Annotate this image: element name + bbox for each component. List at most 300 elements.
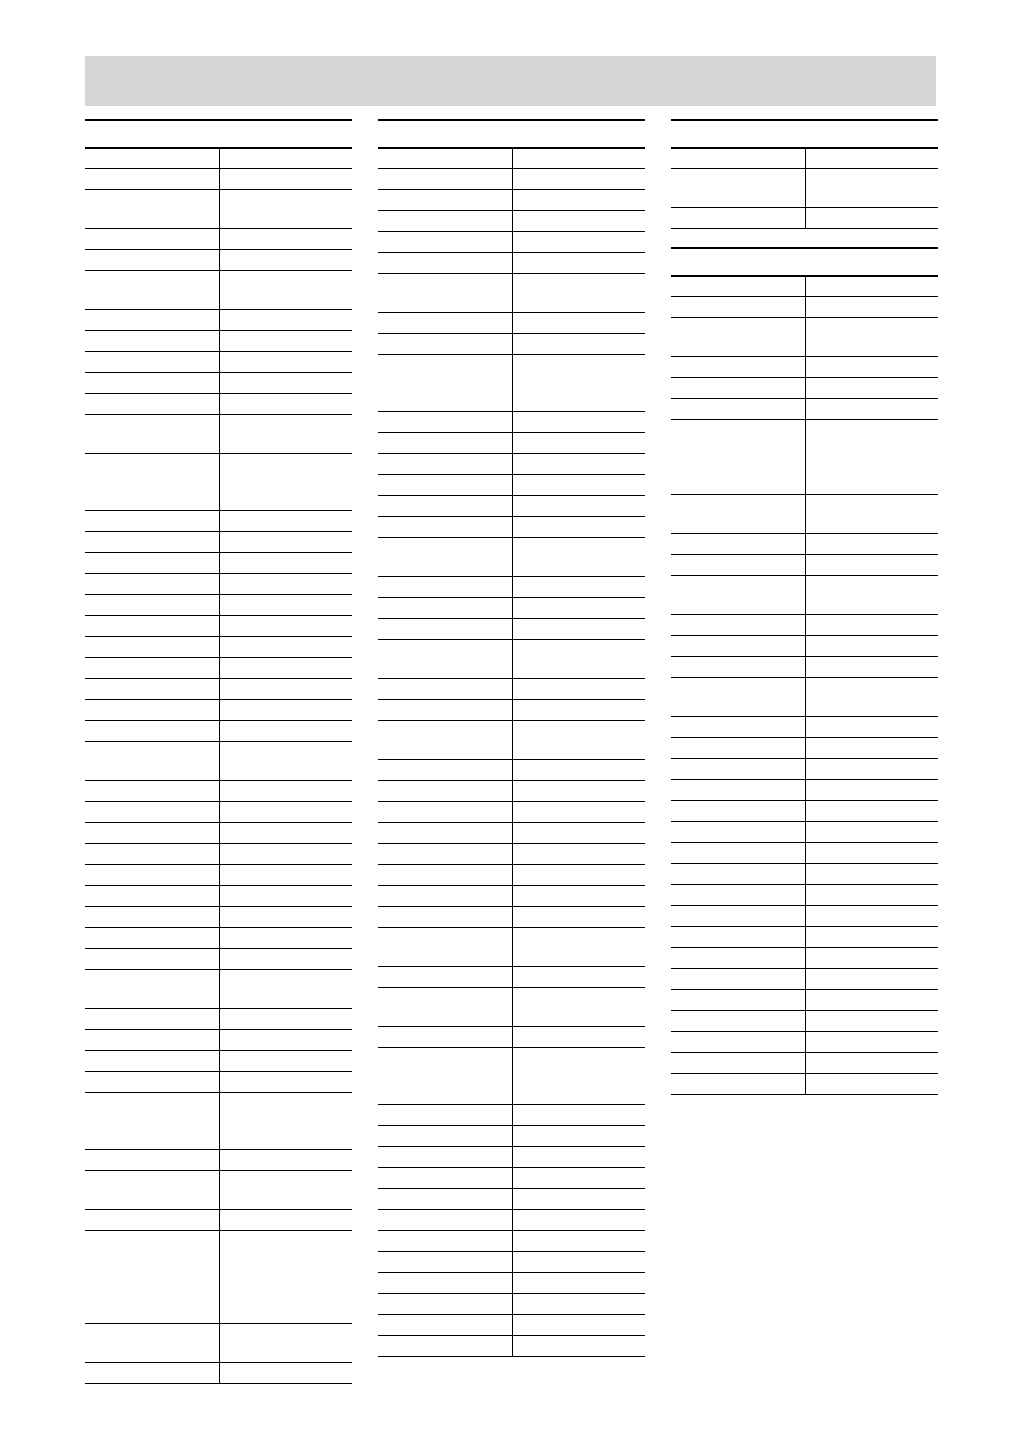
row-label-cell [378, 433, 513, 453]
row-value-cell [220, 1051, 352, 1071]
row-label-cell [671, 738, 806, 758]
row-value-cell [806, 495, 938, 533]
row-label-cell [671, 1074, 806, 1094]
row-value-cell [806, 318, 938, 356]
row-value-cell [806, 843, 938, 863]
row-value-cell [806, 149, 938, 168]
row-value-cell [220, 802, 352, 822]
row-label-cell [671, 495, 806, 533]
row-value-cell [806, 759, 938, 779]
row-value-cell [513, 619, 645, 639]
row-value-cell [220, 149, 352, 168]
table-row [671, 822, 938, 843]
table-row [85, 352, 352, 373]
table-row [378, 1231, 645, 1252]
row-value-cell [513, 1126, 645, 1146]
row-label-cell [671, 1053, 806, 1073]
row-label-cell [85, 1150, 220, 1170]
row-value-cell [806, 738, 938, 758]
row-label-cell [378, 928, 513, 966]
table-row [671, 885, 938, 906]
table-row [85, 250, 352, 271]
table-row [671, 318, 938, 357]
table-row [85, 511, 352, 532]
row-label-cell [671, 277, 806, 296]
row-label-cell [671, 169, 806, 207]
row-value-cell [220, 1150, 352, 1170]
row-value-cell [513, 907, 645, 927]
row-value-cell [513, 1273, 645, 1293]
row-label-cell [378, 454, 513, 474]
table-row [378, 454, 645, 475]
table-row [378, 1273, 645, 1294]
table-row [85, 229, 352, 250]
table-row [671, 969, 938, 990]
spec-table [671, 275, 938, 1095]
table-row [85, 1009, 352, 1030]
table-row [85, 970, 352, 1009]
table-row [85, 658, 352, 679]
table-row [85, 310, 352, 331]
table-row [671, 555, 938, 576]
row-value-cell [806, 822, 938, 842]
row-value-cell [220, 1231, 352, 1323]
table-row [85, 1231, 352, 1324]
row-label-cell [378, 313, 513, 333]
row-value-cell [806, 399, 938, 419]
row-label-cell [85, 1072, 220, 1092]
row-value-cell [513, 496, 645, 516]
table-row [85, 907, 352, 928]
row-value-cell [806, 636, 938, 656]
row-label-cell [671, 717, 806, 737]
row-label-cell [671, 843, 806, 863]
row-value-cell [806, 1053, 938, 1073]
table-row [378, 1027, 645, 1048]
row-label-cell [378, 823, 513, 843]
table-row [378, 538, 645, 577]
row-label-cell [378, 334, 513, 354]
table-row [671, 208, 938, 229]
row-label-cell [85, 907, 220, 927]
table-row [378, 313, 645, 334]
row-value-cell [806, 1074, 938, 1094]
table-row [85, 595, 352, 616]
row-value-cell [513, 149, 645, 168]
row-label-cell [85, 1231, 220, 1323]
row-label-cell [378, 232, 513, 252]
row-label-cell [378, 496, 513, 516]
table-row [85, 928, 352, 949]
row-label-cell [85, 271, 220, 309]
table-row [378, 1210, 645, 1231]
row-value-cell [513, 232, 645, 252]
row-value-cell [513, 988, 645, 1026]
row-label-cell [378, 700, 513, 720]
row-value-cell [220, 229, 352, 249]
row-value-cell [220, 1009, 352, 1029]
row-value-cell [513, 679, 645, 699]
table-row [85, 1324, 352, 1363]
row-value-cell [806, 1011, 938, 1031]
row-label-cell [85, 331, 220, 351]
row-label-cell [85, 1051, 220, 1071]
table-row [671, 738, 938, 759]
table-row [671, 717, 938, 738]
row-value-cell [220, 511, 352, 531]
table-row [85, 1093, 352, 1150]
table-row [671, 990, 938, 1011]
row-label-cell [378, 988, 513, 1026]
row-value-cell [513, 211, 645, 231]
row-label-cell [671, 948, 806, 968]
row-label-cell [671, 780, 806, 800]
table-row [85, 190, 352, 229]
table-row [378, 149, 645, 169]
row-value-cell [513, 1105, 645, 1125]
table-row [671, 759, 938, 780]
row-label-cell [85, 781, 220, 801]
table-row [671, 678, 938, 717]
row-label-cell [85, 742, 220, 780]
table-row [85, 1171, 352, 1210]
row-label-cell [378, 475, 513, 495]
section-heading [378, 119, 645, 147]
table-row [378, 1294, 645, 1315]
row-label-cell [671, 399, 806, 419]
row-label-cell [378, 1252, 513, 1272]
row-value-cell [513, 1315, 645, 1335]
row-label-cell [85, 454, 220, 510]
row-label-cell [85, 415, 220, 453]
row-label-cell [671, 990, 806, 1010]
row-label-cell [85, 1009, 220, 1029]
row-value-cell [806, 885, 938, 905]
row-label-cell [671, 208, 806, 228]
row-label-cell [378, 149, 513, 168]
table-row [85, 1150, 352, 1171]
row-value-cell [220, 700, 352, 720]
row-value-cell [513, 454, 645, 474]
table-row [378, 1147, 645, 1168]
table-row [671, 1074, 938, 1095]
row-value-cell [513, 1336, 645, 1356]
row-label-cell [378, 907, 513, 927]
row-value-cell [220, 886, 352, 906]
row-label-cell [671, 969, 806, 989]
table-row [378, 253, 645, 274]
row-value-cell [513, 577, 645, 597]
row-label-cell [671, 657, 806, 677]
row-value-cell [513, 928, 645, 966]
table-row [85, 679, 352, 700]
row-value-cell [220, 928, 352, 948]
table-row [378, 721, 645, 760]
row-value-cell [220, 1363, 352, 1383]
row-value-cell [513, 274, 645, 312]
row-label-cell [378, 1027, 513, 1047]
table-row [378, 475, 645, 496]
table-row [378, 802, 645, 823]
row-value-cell [220, 721, 352, 741]
row-label-cell [378, 781, 513, 801]
row-label-cell [378, 517, 513, 537]
table-row [85, 886, 352, 907]
row-value-cell [806, 576, 938, 614]
table-row [378, 190, 645, 211]
table-row [85, 742, 352, 781]
row-value-cell [220, 1072, 352, 1092]
table-row [378, 1168, 645, 1189]
row-label-cell [378, 640, 513, 678]
row-label-cell [378, 598, 513, 618]
row-value-cell [220, 781, 352, 801]
row-value-cell [220, 1210, 352, 1230]
table-row [671, 378, 938, 399]
row-label-cell [378, 1210, 513, 1230]
row-value-cell [806, 297, 938, 317]
row-value-cell [220, 415, 352, 453]
row-label-cell [378, 1315, 513, 1335]
row-value-cell [513, 1168, 645, 1188]
table-row [378, 355, 645, 412]
table-row [85, 415, 352, 454]
row-value-cell [220, 742, 352, 780]
section-heading [671, 119, 938, 147]
row-label-cell [85, 250, 220, 270]
row-value-cell [220, 949, 352, 969]
table-row [85, 1072, 352, 1093]
row-label-cell [378, 1147, 513, 1167]
row-label-cell [85, 149, 220, 168]
table-row [671, 169, 938, 208]
row-label-cell [671, 906, 806, 926]
table-row [671, 636, 938, 657]
row-value-cell [806, 717, 938, 737]
table-row [378, 232, 645, 253]
row-label-cell [85, 844, 220, 864]
row-value-cell [513, 1231, 645, 1251]
row-label-cell [671, 420, 806, 494]
row-value-cell [513, 1048, 645, 1104]
row-value-cell [806, 277, 938, 296]
row-value-cell [806, 801, 938, 821]
table-row [378, 907, 645, 928]
table-row [378, 496, 645, 517]
row-value-cell [513, 700, 645, 720]
row-label-cell [671, 555, 806, 575]
row-value-cell [806, 948, 938, 968]
row-value-cell [220, 970, 352, 1008]
table-row [671, 843, 938, 864]
row-label-cell [378, 760, 513, 780]
row-label-cell [378, 1126, 513, 1146]
row-value-cell [220, 169, 352, 189]
row-value-cell [513, 760, 645, 780]
row-label-cell [85, 1210, 220, 1230]
row-value-cell [513, 844, 645, 864]
row-value-cell [220, 616, 352, 636]
row-value-cell [513, 313, 645, 333]
row-value-cell [220, 373, 352, 393]
row-value-cell [806, 969, 938, 989]
row-value-cell [513, 1147, 645, 1167]
table-row [378, 334, 645, 355]
row-label-cell [378, 1105, 513, 1125]
row-value-cell [220, 637, 352, 657]
table-row [671, 906, 938, 927]
row-label-cell [378, 844, 513, 864]
table-row [85, 532, 352, 553]
table-row [85, 616, 352, 637]
table-row [85, 721, 352, 742]
row-value-cell [220, 1171, 352, 1209]
row-value-cell [806, 864, 938, 884]
table-row [378, 760, 645, 781]
row-value-cell [220, 907, 352, 927]
row-label-cell [378, 886, 513, 906]
row-label-cell [85, 511, 220, 531]
row-value-cell [513, 640, 645, 678]
row-value-cell [220, 658, 352, 678]
row-value-cell [513, 802, 645, 822]
table-row [378, 865, 645, 886]
row-value-cell [220, 1093, 352, 1149]
table-row [85, 823, 352, 844]
table-row [85, 1363, 352, 1384]
row-label-cell [671, 297, 806, 317]
row-value-cell [806, 1032, 938, 1052]
row-label-cell [378, 967, 513, 987]
row-value-cell [220, 1030, 352, 1050]
row-value-cell [220, 679, 352, 699]
row-label-cell [378, 211, 513, 231]
row-label-cell [85, 679, 220, 699]
row-value-cell [220, 844, 352, 864]
table-row [378, 928, 645, 967]
row-label-cell [378, 190, 513, 210]
row-value-cell [513, 1027, 645, 1047]
row-value-cell [513, 538, 645, 576]
row-label-cell [671, 534, 806, 554]
row-value-cell [220, 352, 352, 372]
row-value-cell [806, 657, 938, 677]
row-value-cell [806, 927, 938, 947]
row-value-cell [806, 780, 938, 800]
row-value-cell [513, 433, 645, 453]
row-value-cell [513, 886, 645, 906]
table-row [85, 700, 352, 721]
row-label-cell [378, 721, 513, 759]
table-row [378, 1315, 645, 1336]
row-value-cell [513, 190, 645, 210]
row-label-cell [85, 352, 220, 372]
table-row [378, 169, 645, 190]
row-label-cell [378, 412, 513, 432]
table-row [671, 1011, 938, 1032]
table-row [85, 394, 352, 415]
row-value-cell [513, 355, 645, 411]
row-value-cell [513, 169, 645, 189]
row-label-cell [85, 1093, 220, 1149]
table-row [85, 844, 352, 865]
table-row [85, 637, 352, 658]
row-value-cell [513, 1252, 645, 1272]
table-row [378, 823, 645, 844]
row-label-cell [671, 927, 806, 947]
row-label-cell [378, 253, 513, 273]
row-label-cell [671, 318, 806, 356]
table-row [671, 864, 938, 885]
table-row [85, 949, 352, 970]
row-label-cell [378, 1273, 513, 1293]
row-label-cell [85, 595, 220, 615]
row-label-cell [671, 1032, 806, 1052]
row-value-cell [220, 331, 352, 351]
column-1 [85, 119, 352, 1384]
table-row [85, 865, 352, 886]
table-row [378, 598, 645, 619]
row-value-cell [513, 412, 645, 432]
row-value-cell [806, 615, 938, 635]
row-value-cell [220, 595, 352, 615]
row-value-cell [220, 865, 352, 885]
row-label-cell [378, 1294, 513, 1314]
table-row [85, 1210, 352, 1231]
row-value-cell [220, 1324, 352, 1362]
table-row [378, 967, 645, 988]
row-label-cell [85, 169, 220, 189]
table-row [378, 1252, 645, 1273]
row-value-cell [220, 190, 352, 228]
table-row [378, 988, 645, 1027]
table-row [671, 657, 938, 678]
row-label-cell [85, 1171, 220, 1209]
row-value-cell [513, 865, 645, 885]
table-row [671, 357, 938, 378]
row-label-cell [378, 1189, 513, 1209]
page-header-band [85, 56, 936, 106]
row-value-cell [513, 823, 645, 843]
row-value-cell [513, 475, 645, 495]
table-row [85, 169, 352, 190]
row-value-cell [513, 781, 645, 801]
row-label-cell [378, 577, 513, 597]
spec-table [671, 147, 938, 229]
column-2 [378, 119, 645, 1357]
row-label-cell [378, 679, 513, 699]
row-label-cell [85, 394, 220, 414]
table-row [378, 886, 645, 907]
row-value-cell [220, 394, 352, 414]
row-value-cell [513, 598, 645, 618]
table-row [378, 781, 645, 802]
row-value-cell [806, 420, 938, 494]
row-label-cell [378, 538, 513, 576]
row-label-cell [85, 1363, 220, 1383]
row-label-cell [85, 310, 220, 330]
table-row [85, 553, 352, 574]
row-value-cell [513, 1189, 645, 1209]
row-label-cell [85, 1030, 220, 1050]
row-value-cell [513, 253, 645, 273]
table-row [378, 211, 645, 232]
row-value-cell [220, 310, 352, 330]
row-value-cell [806, 555, 938, 575]
row-value-cell [220, 454, 352, 510]
table-row [85, 1051, 352, 1072]
row-label-cell [671, 615, 806, 635]
